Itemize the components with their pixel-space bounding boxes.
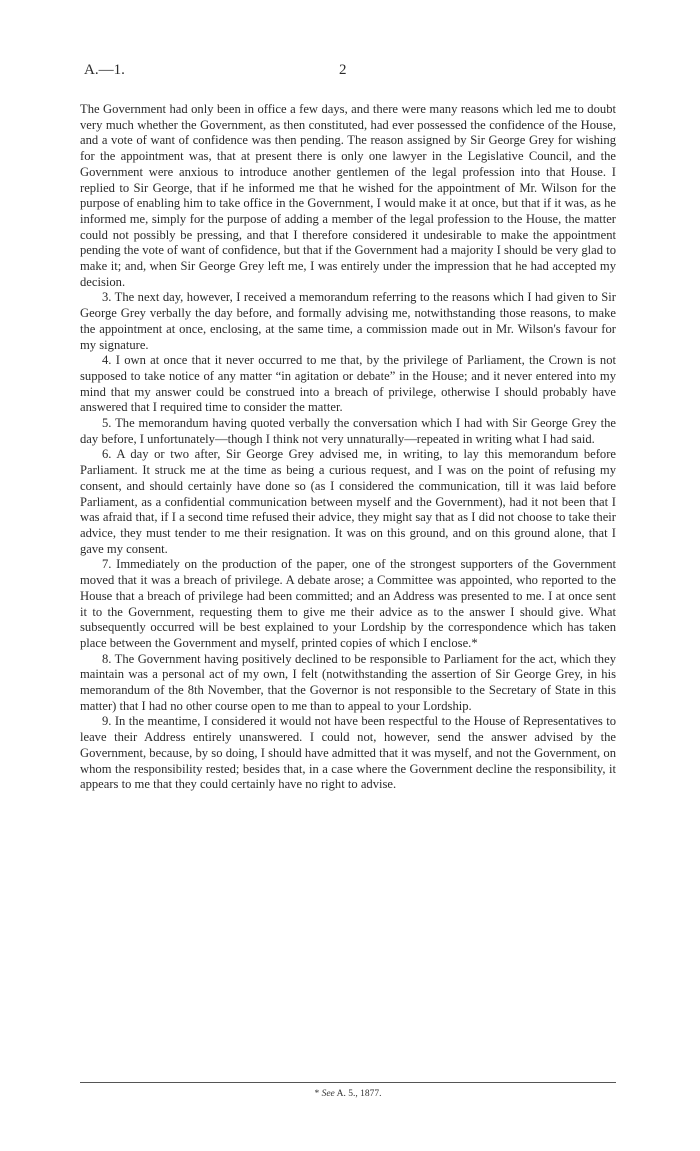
paragraph-continued: The Government had only been in office a few days, and there were many reasons which led me to doubt very much whether the Government, as then constituted, had ever possessed the confidence of the House, and a vote of want of confidence was then pending. The reason assigned by Sir George Grey for wishing for the appointment was, that at present there is only one lawyer in the Legislative Council, and the Government were anxious to introduce another gentlemen of the legal profession into that House. I replied to Sir George, that if he informed me that he wished for the appointment of Mr. Wilson for the purpose of enabling him to take office in the Government, I would make it at once, but that if it was, as he informed me, simply for the purpose of adding a member of the legal profession to the House, the matter could not possibly be pressing, and that I therefore considered it undesirable to make the appointment pending the vote of want of confidence, but that if the Government had a majority I should be very glad to make it; and, when Sir George Grey left me, I was entirely under the impression that he had accepted my decision. <box>80 102 616 289</box>
footnote-reference: A. 5., 1877. <box>336 1089 382 1099</box>
paragraph-5: 5. The memorandum having quoted verbally the conversation which I had with Sir George Grey the day before, I unfortunately—though I think not very unnaturally—repeated in writing what I had said. <box>80 416 616 446</box>
footnote-marker: * <box>314 1089 320 1099</box>
paragraph-6: 6. A day or two after, Sir George Grey advised me, in writing, to lay this memorandum before Parliament. It struck me at the time as being a curious request, and I was on the point of refusing my consent, and should certainly have done so (as I considered the communication, till it was laid before Parliament, as a confidential communication between myself and the Government), had it not been that I was afraid that, if I a second time refused their advice, they might say that as I did not choose to take their advice, they must tender to me their resignation. It was on this ground, and on this ground alone, that I gave my consent. <box>80 447 616 556</box>
page-header <box>84 62 616 82</box>
footnote-see: See <box>321 1089 335 1099</box>
paragraph-7: 7. Immediately on the production of the paper, one of the strongest supporters of the Government moved that it was a breach of privilege. A debate arose; a Committee was appointed, who reported to the House that a breach of privilege had been committed; and an Address was presented to me. I at once sent it to the Government, requesting them to give me their advice as to the answer I should give. What subsequently occurred will be best explained to your Lordship by the correspondence which has taken place between the Government and myself, printed copies of which I enclose.* <box>80 557 616 650</box>
body-text <box>80 102 616 793</box>
paragraph-9: 9. In the meantime, I considered it would not have been respectful to the House of Representatives to leave their Address entirely unanswered. I could not, however, send the answer advised by the Government, because, by so doing, I should have admitted that it was myself, and not the Government, on whom the responsibility rested; besides that, in a case where the Government decline the responsibility, it appears to me that they could certainly have no right to advise. <box>80 714 616 792</box>
paragraph-4: 4. I own at once that it never occurred to me that, by the privilege of Parliament, the Crown is not supposed to take notice of any matter “in agitation or debate” in the House; and it never entered into my mind that my answer could be construed into a breach of privilege, otherwise I should probably have answered that I required time to consider the matter. <box>80 353 616 415</box>
paragraph-3: 3. The next day, however, I received a memorandum referring to the reasons which I had given to Sir George Grey verbally the day before, and formally advising me, notwithstanding those reasons, to make the appointment at once, enclosing, at the same time, a commission made out in Mr. Wilson's favour for my signature. <box>80 290 616 352</box>
footnote-divider <box>80 1082 616 1083</box>
paragraph-8: 8. The Government having positively declined to be responsible to Parliament for the act, which they maintain was a personal act of my own, I felt (notwithstanding the assertion of Sir George Grey, in his memorandum of the 8th November, that the Governor is not responsible to the Secretary of State in this matter) that I had no other course open to me than to appeal to your Lordship. <box>80 651 616 713</box>
document-reference: A.—1. <box>84 62 125 78</box>
footnote <box>80 1089 616 1099</box>
page-number: 2 <box>339 62 347 78</box>
